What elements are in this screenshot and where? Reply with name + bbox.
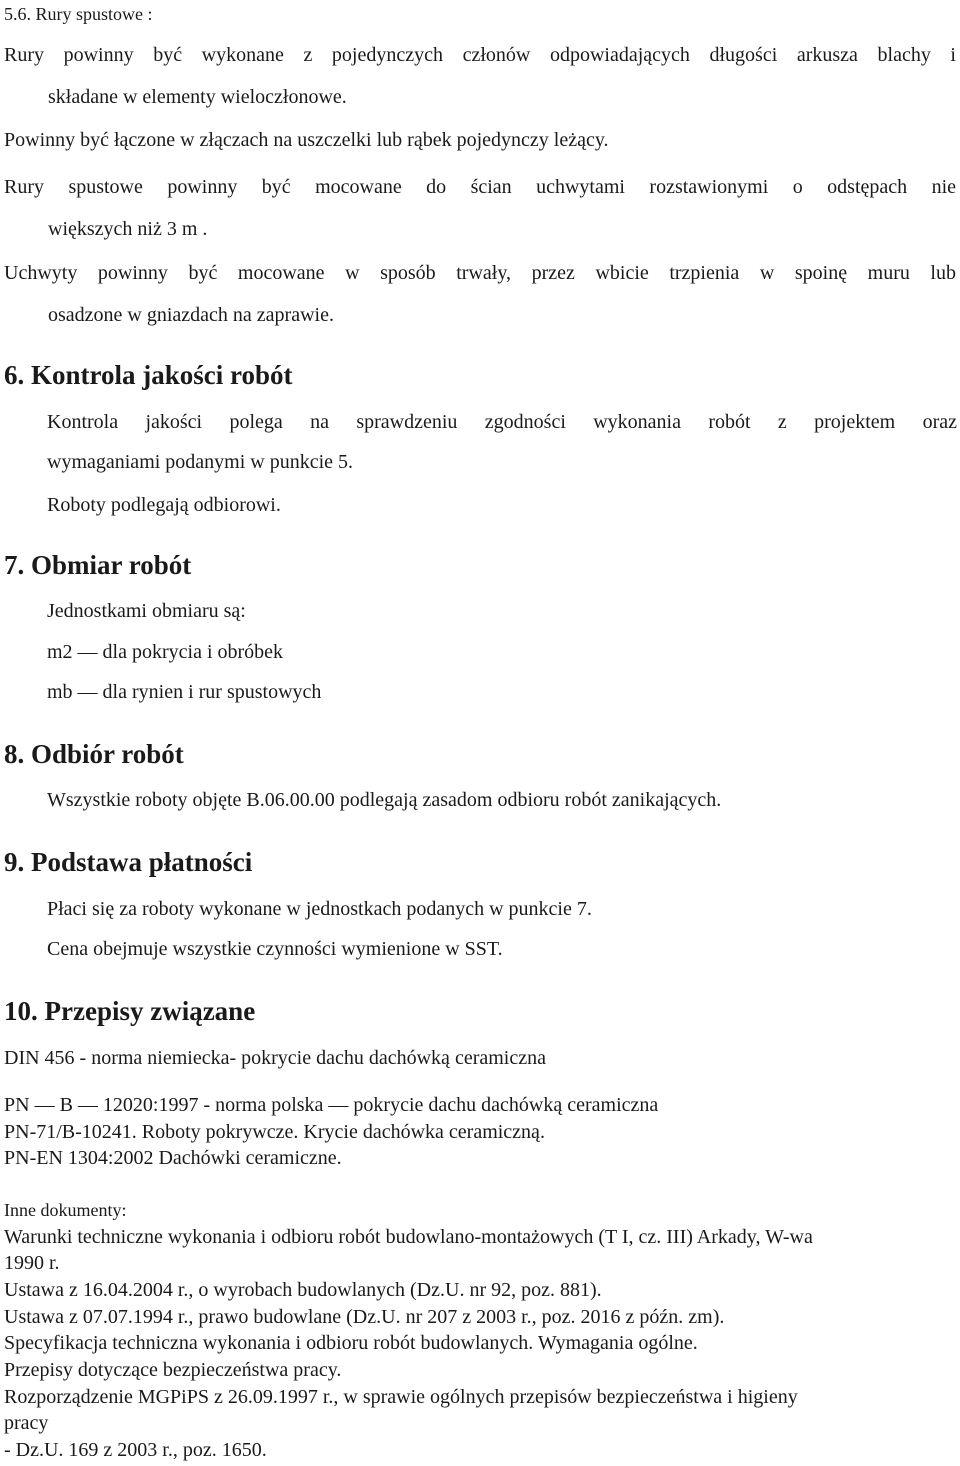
- sec56-paragraph-1-line-1: Rury powinny być wykonane z pojedynczych członów odpowiadających długości arkusza blachy i: [4, 44, 956, 66]
- other-document-1-line-1: Warunki techniczne wykonania i odbioru robót budowlano-montażowych (T I, cz. III) Arkady, W-wa: [4, 1226, 813, 1248]
- sec6-paragraph-1-line-1: Kontrola jakości polega na sprawdzeniu zgodności wykonania robót z projektem oraz: [47, 411, 957, 433]
- section-10-heading: 10. Przepisy związane: [4, 996, 256, 1026]
- sec56-paragraph-3-line-2: większych niż 3 m .: [48, 218, 208, 240]
- sec56-paragraph-4-line-2: osadzone w gniazdach na zaprawie.: [48, 304, 334, 326]
- other-document-6-line-3: - Dz.U. 169 z 2003 r., poz. 1650.: [4, 1439, 267, 1461]
- other-documents-heading: Inne dokumenty:: [4, 1200, 127, 1220]
- section-9-heading: 9. Podstawa płatności: [4, 847, 253, 877]
- sec6-paragraph-1-line-2: wymaganiami podanymi w punkcie 5.: [47, 451, 354, 473]
- sec10-regulation-2: PN — B — 12020:1997 - norma polska — pokrycie dachu dachówką ceramiczna: [4, 1094, 659, 1116]
- sec56-paragraph-4-line-1: Uchwyty powinny być mocowane w sposób trwały, przez wbicie trzpienia w spoinę muru lub: [4, 262, 956, 284]
- other-document-1-line-2: 1990 r.: [4, 1252, 60, 1274]
- sec9-paragraph-1: Płaci się za roboty wykonane w jednostkach podanych w punkcie 7.: [47, 898, 592, 920]
- other-document-4: Specyfikacja techniczna wykonania i odbioru robót budowlanych. Wymagania ogólne.: [4, 1332, 698, 1354]
- other-document-2: Ustawa z 16.04.2004 r., o wyrobach budowlanych (Dz.U. nr 92, poz. 881).: [4, 1279, 602, 1301]
- section-8-heading: 8. Odbiór robót: [4, 739, 184, 769]
- sec9-paragraph-2: Cena obejmuje wszystkie czynności wymienione w SST.: [47, 938, 503, 960]
- section-5-6-heading: 5.6. Rury spustowe :: [4, 4, 153, 24]
- sec56-paragraph-3-line-1: Rury spustowe powinny być mocowane do ścian uchwytami rozstawionymi o odstępach nie: [4, 176, 956, 198]
- sec10-regulation-3: PN-71/B-10241. Roboty pokrywcze. Krycie dachówka ceramiczną.: [4, 1121, 545, 1143]
- other-document-6-line-1: Rozporządzenie MGPiPS z 26.09.1997 r., w sprawie ogólnych przepisów bezpieczeństwa i higieny: [4, 1386, 798, 1408]
- sec56-paragraph-2: Powinny być łączone w złączach na uszczelki lub rąbek pojedynczy leżący.: [4, 129, 609, 151]
- section-6-heading: 6. Kontrola jakości robót: [4, 360, 293, 390]
- sec7-paragraph-1: Jednostkami obmiaru są:: [47, 600, 246, 622]
- sec56-paragraph-1-line-2: składane w elementy wieloczłonowe.: [48, 86, 347, 108]
- section-7-heading: 7. Obmiar robót: [4, 550, 192, 580]
- other-document-5: Przepisy dotyczące bezpieczeństwa pracy.: [4, 1359, 342, 1381]
- other-document-6-line-2: pracy: [4, 1412, 49, 1434]
- sec10-regulation-1: DIN 456 - norma niemiecka- pokrycie dachu dachówką ceramiczna: [4, 1047, 546, 1069]
- sec10-regulation-4: PN-EN 1304:2002 Dachówki ceramiczne.: [4, 1147, 342, 1169]
- sec6-paragraph-2: Roboty podlegają odbiorowi.: [47, 494, 281, 516]
- sec7-paragraph-3: mb — dla rynien i rur spustowych: [47, 681, 322, 703]
- other-document-3: Ustawa z 07.07.1994 r., prawo budowlane (Dz.U. nr 207 z 2003 r., poz. 2016 z późn. zm).: [4, 1306, 725, 1328]
- sec8-paragraph-1: Wszystkie roboty objęte B.06.00.00 podlegają zasadom odbioru robót zanikających.: [47, 789, 722, 811]
- sec7-paragraph-2: m2 — dla pokrycia i obróbek: [47, 641, 284, 663]
